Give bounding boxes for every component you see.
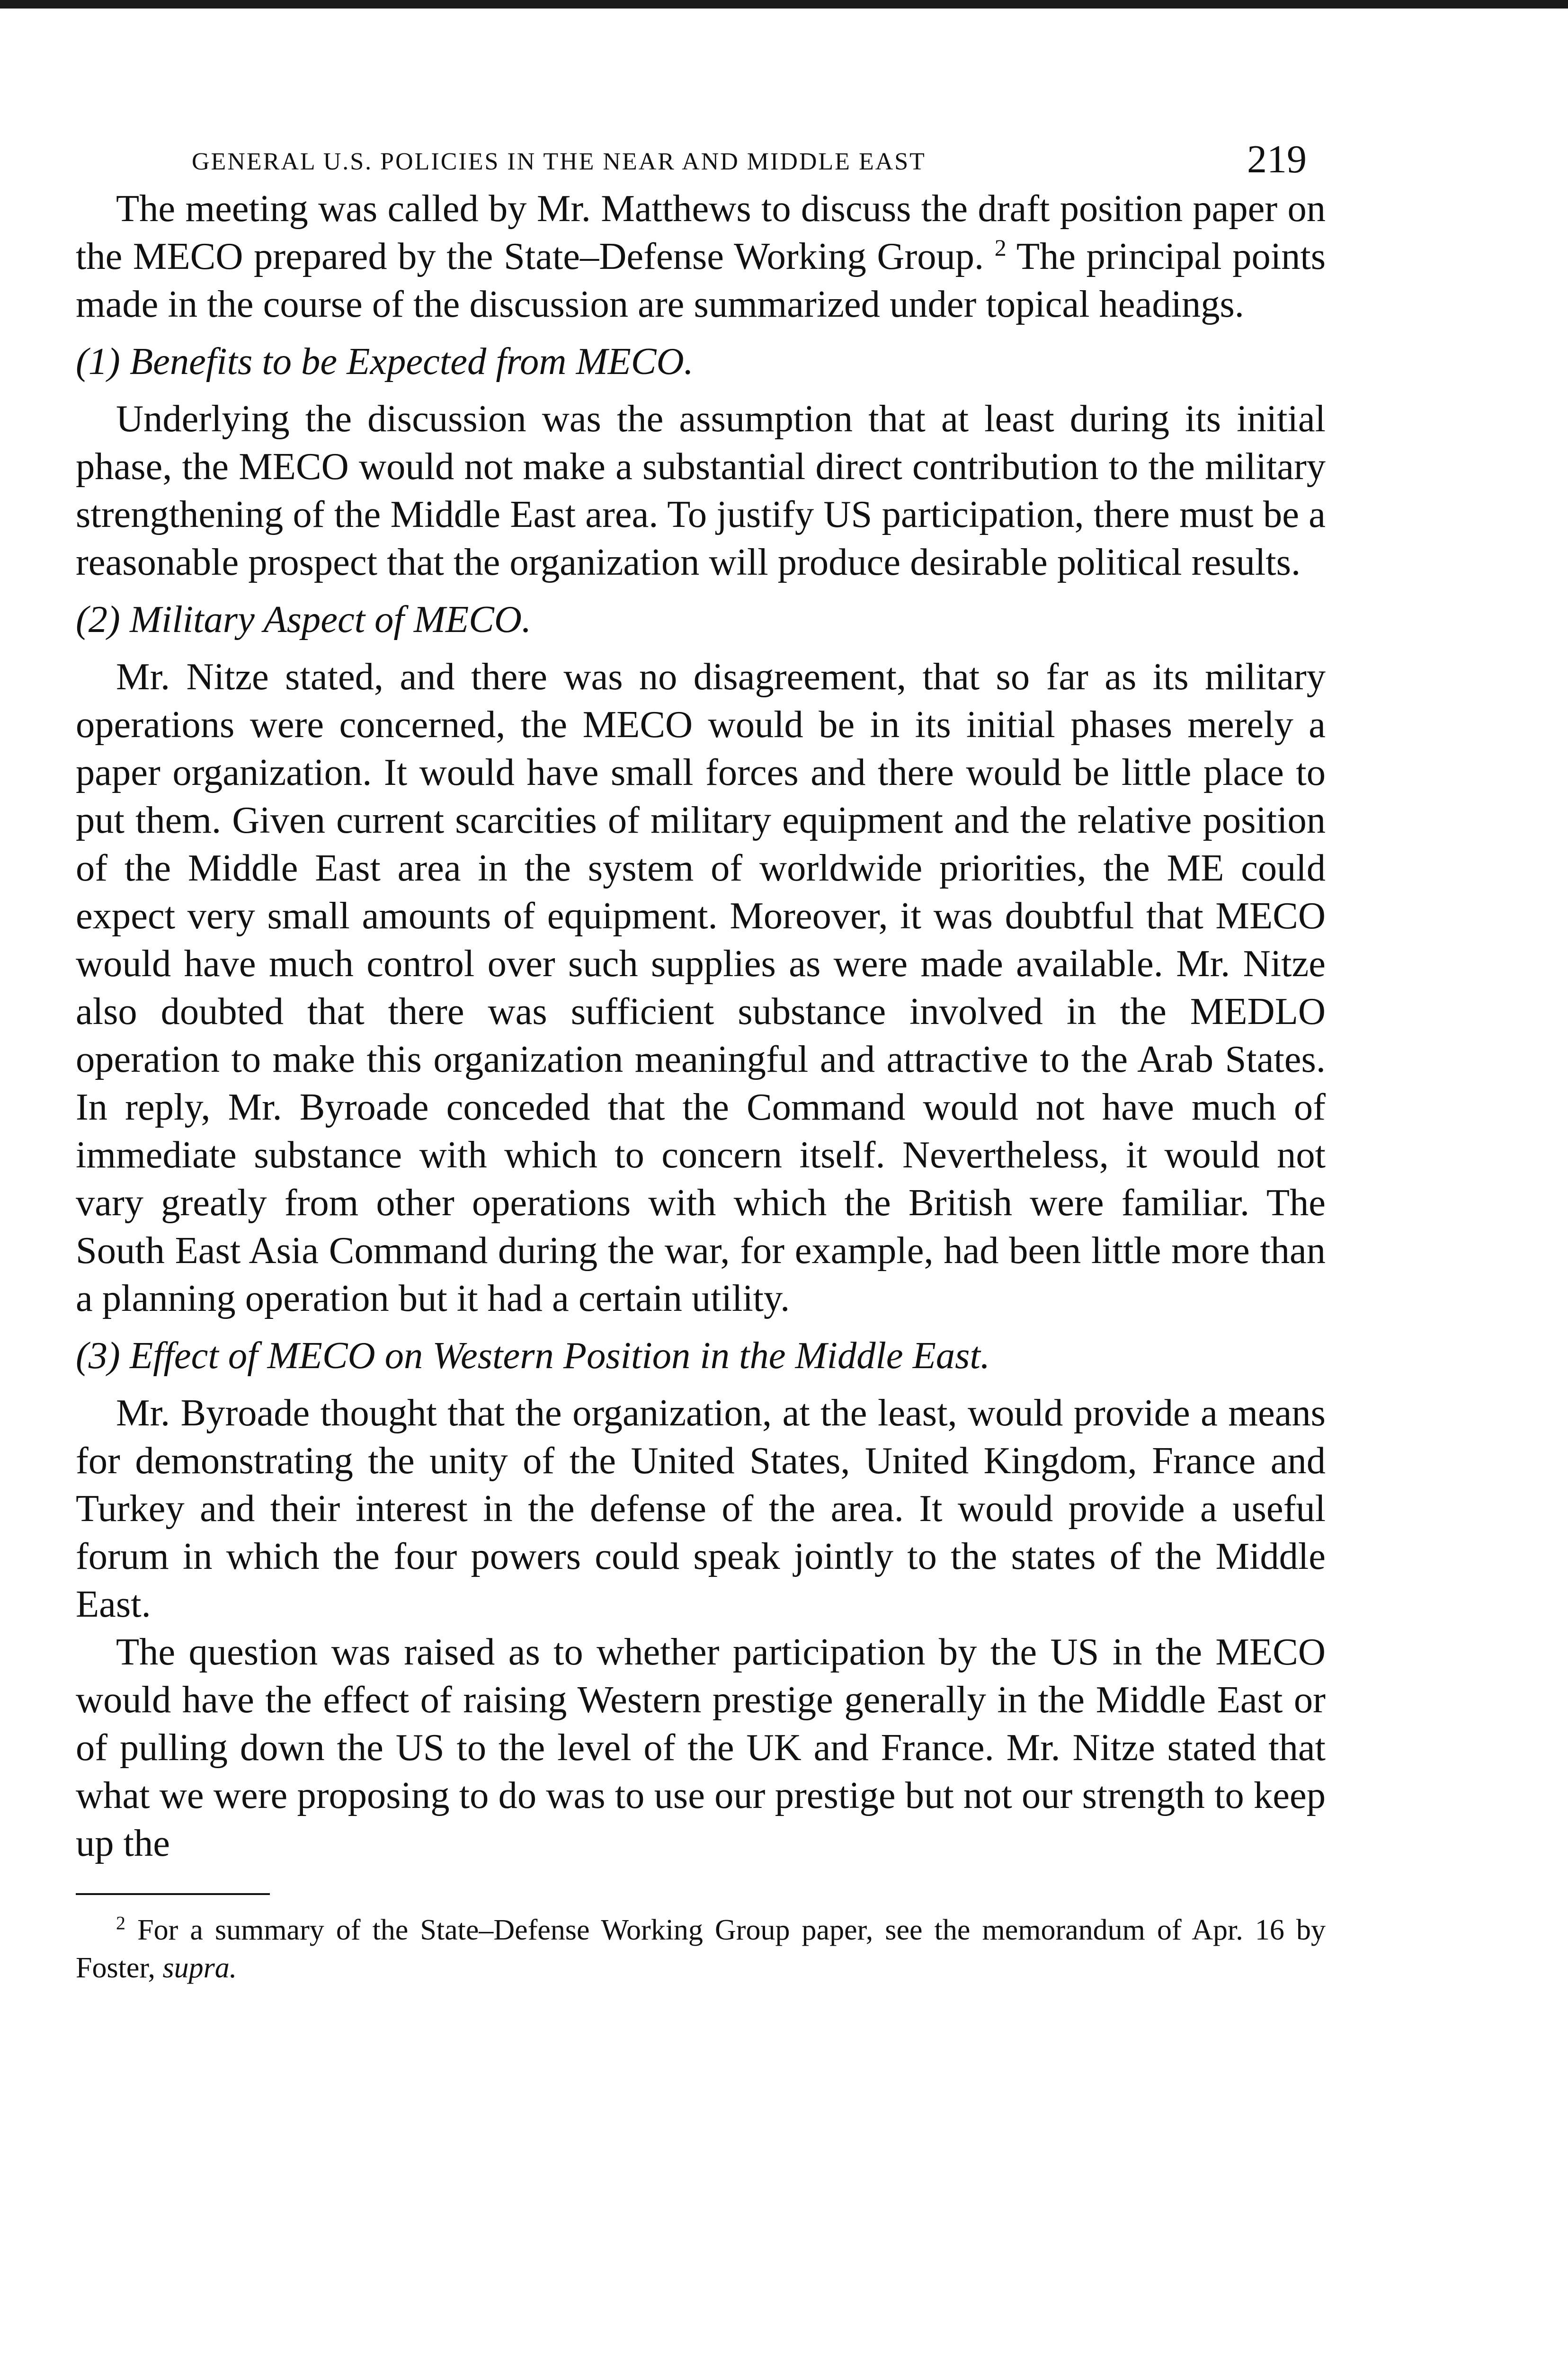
page-number: 219 [1247,137,1307,181]
paragraph-western-position-2: The question was raised as to whether participation by the US in the MECO would have the effect of raising Western prestige generally in the Middle East or of pulling down the US to the level of the UK and France. Mr. Nitze stated that what we were proposing to do was to use our prestige but not our strength to keep up the [76,1631,1326,1864]
document-page [76,128,1326,1987]
running-title: GENERAL U.S. POLICIES IN THE NEAR AND MIDDLE EAST [192,148,926,175]
section-heading-western-position: (3) Effect of MECO on Western Position in the Middle East. [76,1335,990,1377]
footnote-divider [76,1893,270,1895]
paragraph-benefits: Underlying the discussion was the assumption that at least during its initial phase, the MECO would not make a substantial direct contribution to the military strengthening of the Middle East area. To justify US participation, there must be a reasonable prospect that the organization will produce desirable political results. [76,398,1326,583]
footnote-number: 2 [116,1912,125,1934]
paragraph-military-aspect: Mr. Nitze stated, and there was no disagreement, that so far as its military operations were concerned, the MECO would be in its initial phases merely a paper organization. It would have small forces and there would be little place to put them. Given current scarcities of military equipment and the relative position of the Middle East area in the system of worldwide priorities, the ME could expect very small amounts of equipment. Moreover, it was doubtful that MECO would have much control over such supplies as were made available. Mr. Nitze also doubted that there was sufficient substance involved in the MEDLO operation to make this organization meaningful and attractive to the Arab States. In reply, Mr. Byroade conceded that the Command would not have much of immediate substance with which to concern itself. Nevertheless, it would not vary greatly from other operations with which the British were familiar. The South East Asia Command during the war, for example, had been little more than a planning operation but it had a certain utility. [76,656,1326,1319]
top-edge-rule [0,0,1568,9]
footnote-reference[interactable]: 2 [994,234,1007,261]
intro-text-after-ref: The principal points made in the course of the discussion are summarized under topical headings. [76,235,1326,325]
footnote [76,1911,1326,1987]
running-head [76,128,1326,185]
paragraph-western-position-1: Mr. Byroade thought that the organization, at the least, would provide a means for demonstrating the unity of the United States, United Kingdom, France and Turkey and their interest in the defense of the area. It would provide a useful forum in which the four powers could speak jointly to the states of the Middle East. [76,1392,1326,1625]
intro-text-before-ref: The meeting was called by Mr. Matthews to discuss the draft position paper on the MECO prepared by the State–Defense Working Group. [76,187,1326,277]
section-heading-benefits: (1) Benefits to be Expected from MECO. [76,340,694,383]
footnote-supra: supra. [162,1952,237,1984]
intro-paragraph [76,185,1326,328]
footnote-text: For a summary of the State–Defense Working Group paper, see the memorandum of Apr. 16 by Foster, [76,1914,1326,1984]
section-heading-military-aspect: (2) Military Aspect of MECO. [76,598,532,641]
